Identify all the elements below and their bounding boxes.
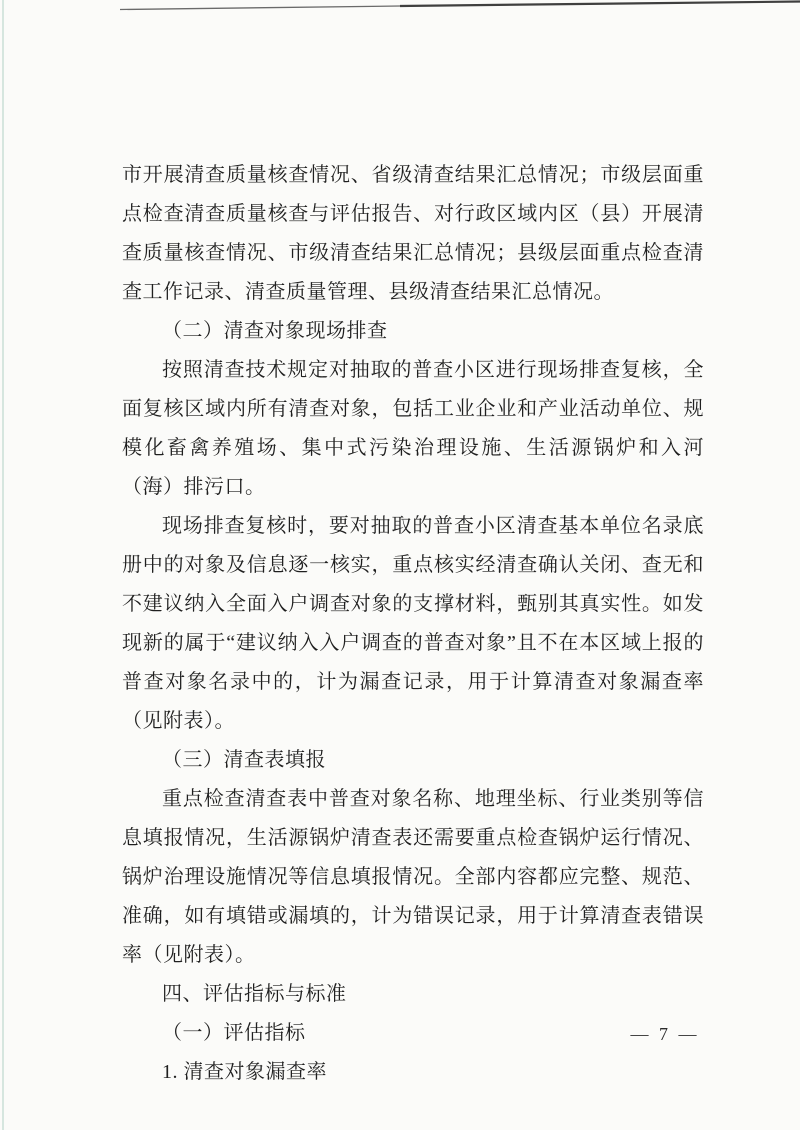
- page-number: — 7 —: [630, 1024, 700, 1044]
- paragraph-field-survey-scope: 按照清查技术规定对抽取的普查小区进行现场排查复核，全面复核区域内所有清查对象，包括工业企业和产业活动单位、规模化畜禽养殖场、集中式污染治理设施、生活源锅炉和入河（海）排污口。: [122, 359, 704, 498]
- paragraph-form-filling: 重点检查清查表中普查对象名称、地理坐标、行业类别等信息填报情况，生活源锅炉清查表还需要重点检查锅炉运行情况、锅炉治理设施情况等信息填报情况。全部内容都应完整、规范、准确，如有填错或漏填的，计为错误记录，用于计算清查表错误率（见附表）。: [122, 788, 704, 966]
- numbered-heading-miss-rate: 1. 清查对象漏查率: [162, 1061, 327, 1083]
- section-heading-2: （二）清查对象现场排查: [162, 320, 388, 342]
- document-body: [122, 156, 704, 1092]
- paragraph-field-survey-verification: 现场排查复核时，要对抽取的普查小区清查基本单位名录底册中的对象及信息逐一核实，重点核实经清查确认关闭、查无和不建议纳入全面入户调查对象的支撑材料，甄别其真实性。如发现新的属于“建议纳入入户调查的普查对象”且不在本区域上报的普查对象名录中的，计为漏查记录，用于计算清查对象漏查率（见附表）。: [122, 515, 704, 732]
- paragraph-continuation: 市开展清查质量核查情况、省级清查结果汇总情况；市级层面重点检查清查质量核查与评估报告、对行政区域内区（县）开展清查质量核查情况、市级清查结果汇总情况；县级层面重点检查清查工作记录、清查质量管理、县级清查结果汇总情况。: [122, 164, 704, 303]
- scan-edge-artifact-left: [2, 0, 4, 1130]
- scan-edge-artifact-top: [0, 0, 800, 16]
- chapter-heading-4: 四、评估指标与标准: [162, 983, 347, 1005]
- section-heading-1-indicators: （一）评估指标: [162, 1022, 306, 1044]
- section-heading-3: （三）清查表填报: [162, 749, 326, 771]
